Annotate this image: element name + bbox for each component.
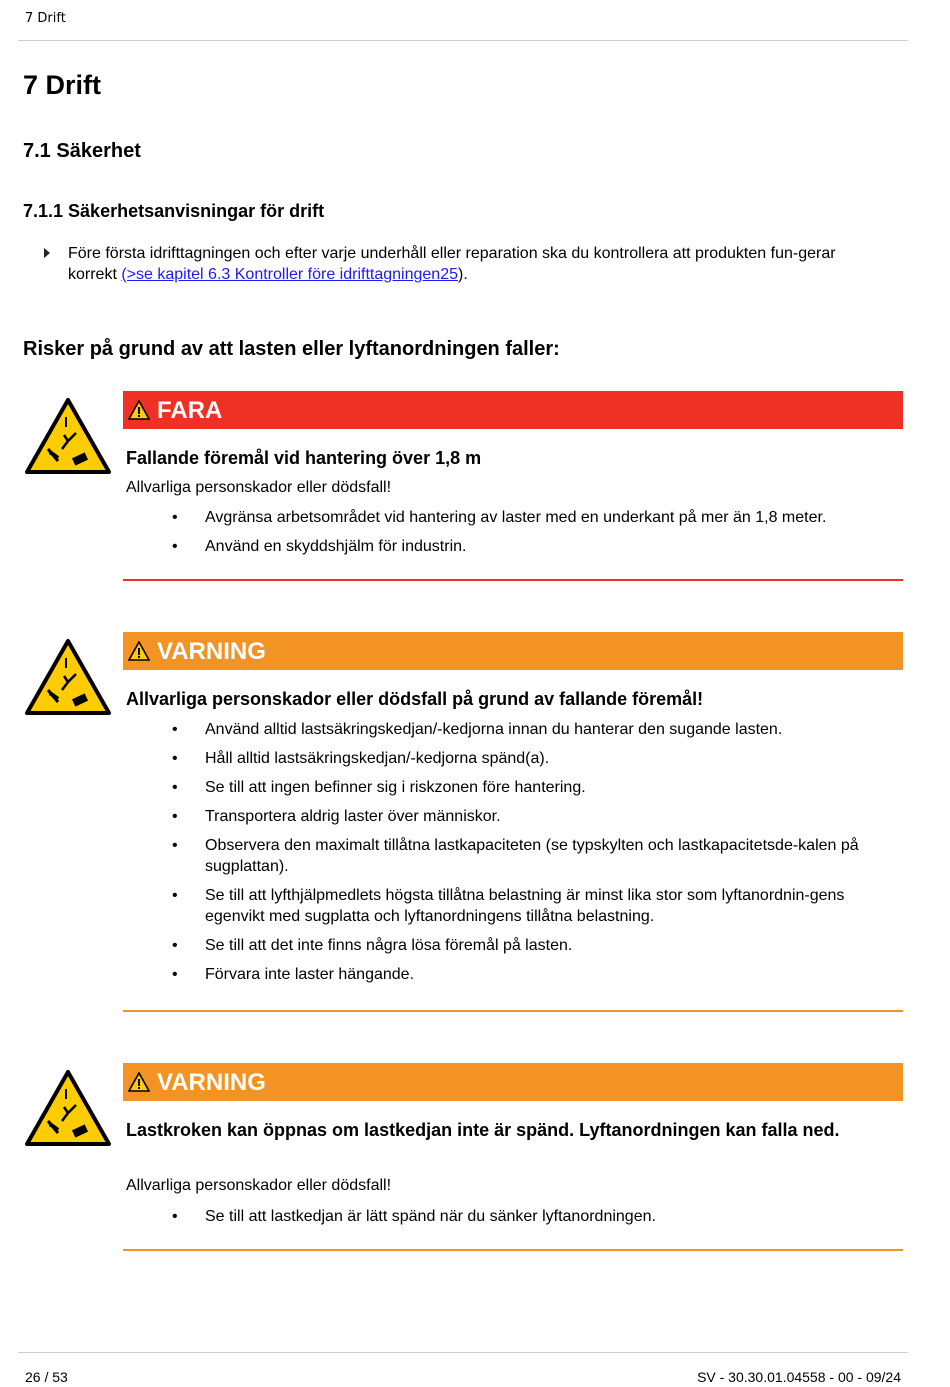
warning-triangle-icon	[128, 1072, 150, 1092]
intro-instruction	[68, 243, 888, 285]
list-item: • Håll alltid lastsäkringskedjan/-kedjorna spänd(a).	[126, 748, 896, 769]
list-item: • Transportera aldrig laster över människor.	[126, 806, 896, 827]
hazard-title: Allvarliga personskador eller dödsfall på grund av fallande föremål!	[126, 689, 704, 709]
hazard-consequence: Allvarliga personskador eller dödsfall!	[126, 1177, 392, 1194]
list-item: • Se till att lastkedjan är lätt spänd när du sänker lyftanordningen.	[126, 1206, 896, 1227]
list-item: • Använd en skyddshjälm för industrin.	[126, 536, 896, 557]
list-item: • Observera den maximalt tillåtna lastkapaciteten (se typskylten och lastkapacitetsde-kalen på sugplattan).	[126, 835, 896, 877]
page-number: 26 / 53	[25, 1369, 68, 1385]
running-header: 7 Drift	[25, 11, 66, 26]
section-title: 7.1 Säkerhet	[23, 140, 141, 162]
chapter-link[interactable]: (>se kapitel 6.3 Kontroller före idrifttagningen25	[121, 266, 458, 283]
measures-list	[126, 1206, 896, 1227]
falling-objects-icon	[24, 397, 112, 475]
warning-triangle-icon	[128, 400, 150, 420]
triangle-bullet-icon	[44, 248, 50, 258]
block-end-rule	[123, 1010, 903, 1012]
block-end-rule	[123, 1249, 903, 1251]
list-item: • Använd alltid lastsäkringskedjan/-kedjorna innan du hanterar den sugande lasten.	[126, 719, 896, 740]
subsection-title: 7.1.1 Säkerhetsanvisningar för drift	[23, 201, 325, 221]
footer-rule	[18, 1352, 908, 1353]
risk-heading: Risker på grund av att lasten eller lyftanordningen faller:	[23, 338, 560, 360]
hazard-title: Fallande föremål vid hantering över 1,8 m	[126, 448, 482, 468]
list-item: • Förvara inte laster hängande.	[126, 964, 896, 985]
warning-signal-bar	[123, 632, 903, 670]
list-item: • Se till att det inte finns några lösa föremål på lasten.	[126, 935, 896, 956]
danger-signal-bar	[123, 391, 903, 429]
warning-triangle-icon	[128, 641, 150, 661]
measures-list	[126, 507, 896, 557]
list-item: • Se till att lyfthjälpmedlets högsta tillåtna belastning är minst lika stor som lyftanordnin-gens egenvikt med sugplatta och lyftanordningens tillåtna belastning.	[126, 885, 896, 927]
intro-text-end: ).	[458, 266, 468, 283]
header-rule	[18, 40, 908, 41]
document-id: SV - 30.30.01.04558 - 00 - 09/24	[697, 1369, 901, 1385]
list-item: • Avgränsa arbetsområdet vid hantering av laster med en underkant på mer än 1,8 meter.	[126, 507, 896, 528]
signal-word: FARA	[157, 397, 223, 424]
falling-objects-icon	[24, 638, 112, 716]
signal-word: VARNING	[157, 1069, 266, 1096]
warning-signal-bar	[123, 1063, 903, 1101]
falling-objects-icon	[24, 1069, 112, 1147]
measures-list	[126, 719, 896, 985]
hazard-consequence: Allvarliga personskador eller dödsfall!	[126, 479, 392, 496]
chapter-title: 7 Drift	[23, 70, 102, 100]
hazard-title: Lastkroken kan öppnas om lastkedjan inte är spänd. Lyftanordningen kan falla ned.	[126, 1120, 840, 1140]
block-end-rule	[123, 579, 903, 581]
intro-text: Före första idrifttagningen och efter varje underhåll eller reparation ska du kontrollera att produkten fun-gerar korrekt	[68, 245, 836, 283]
list-item: • Se till att ingen befinner sig i riskzonen före hantering.	[126, 777, 896, 798]
signal-word: VARNING	[157, 638, 266, 665]
